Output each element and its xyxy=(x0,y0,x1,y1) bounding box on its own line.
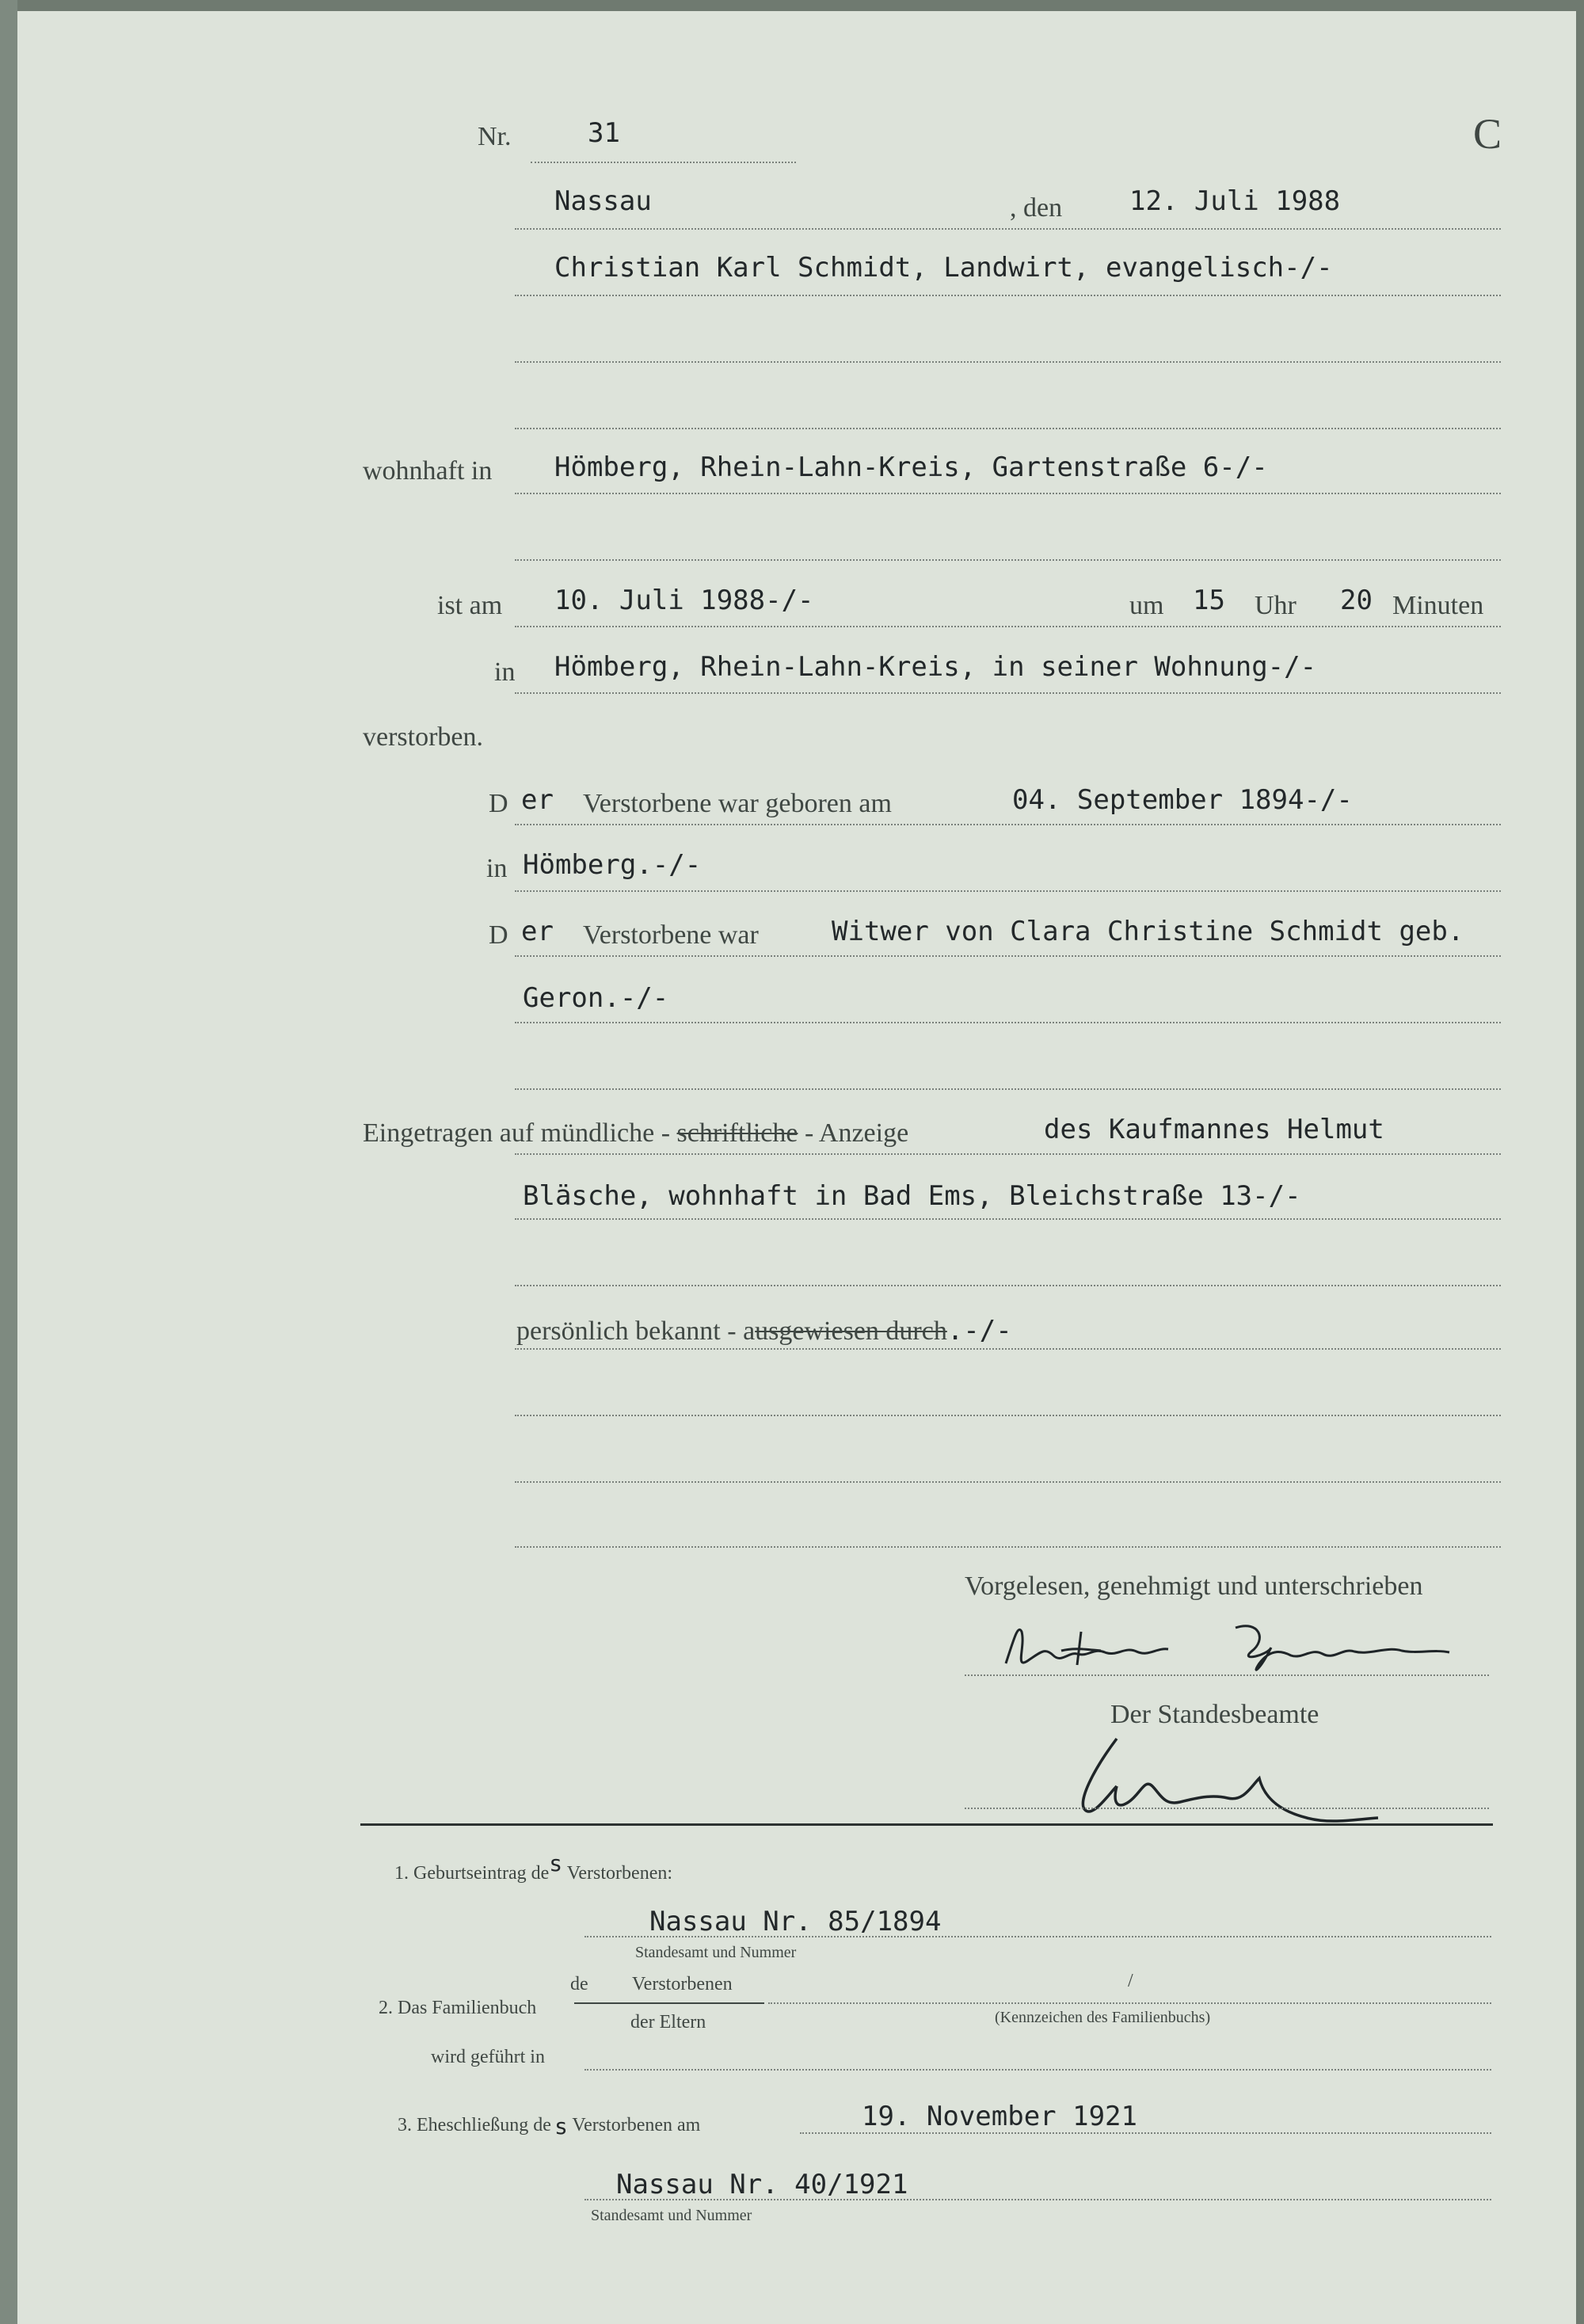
item3-line xyxy=(584,2199,1491,2200)
item2-option-deceased: Verstorbenen xyxy=(632,1974,733,1994)
status-line-2 xyxy=(515,1022,1501,1023)
death-place-line xyxy=(515,692,1501,694)
uhr-label: Uhr xyxy=(1255,591,1297,620)
registrant-rule-1 xyxy=(515,295,1501,296)
status-value-line1: Witwer von Clara Christine Schmidt geb. xyxy=(832,916,1464,947)
item3-date-line xyxy=(800,2132,1491,2134)
death-minute-value: 20 xyxy=(1340,585,1373,616)
reporter-signature xyxy=(998,1616,1473,1679)
registrant-rule-2 xyxy=(515,361,1501,363)
birth-date-value: 04. September 1894-/- xyxy=(1012,784,1353,816)
death-place-label: in xyxy=(494,657,516,687)
death-date-label: ist am xyxy=(437,591,503,620)
identity-prefix: persönlich bekannt - a xyxy=(516,1316,756,1346)
den-label: , den xyxy=(1010,193,1063,223)
birth-gender-suffix: er xyxy=(521,784,554,816)
item1-suffix: Verstorbenen: xyxy=(566,1863,673,1884)
identity-suffix: .-/- xyxy=(946,1315,1012,1347)
nr-label: Nr. xyxy=(478,122,512,151)
item2-wird-label: wird geführt in xyxy=(431,2047,545,2067)
item2-wird-line xyxy=(584,2069,1491,2071)
death-hour-value: 15 xyxy=(1193,585,1225,616)
nr-line xyxy=(531,162,796,163)
item2-slash: / xyxy=(1128,1971,1133,1991)
birth-date-line xyxy=(515,824,1501,825)
birth-label: Verstorbene war geboren am xyxy=(583,789,892,818)
birth-d-label: D xyxy=(489,789,508,818)
status-d-label: D xyxy=(489,920,508,950)
death-date-value: 10. Juli 1988-/- xyxy=(554,585,814,616)
status-line-1 xyxy=(515,955,1501,957)
death-place-value: Hömberg, Rhein-Lahn-Kreis, in seiner Wohnung-/- xyxy=(554,651,1317,683)
registrant-line: Christian Karl Schmidt, Landwirt, evangelisch-/- xyxy=(554,252,1333,284)
reporter-signature-line xyxy=(965,1674,1489,1676)
item2-line xyxy=(768,2002,1491,2004)
birth-place-line xyxy=(515,890,1501,892)
residence-value: Hömberg, Rhein-Lahn-Kreis, Gartenstraße 6-/- xyxy=(554,451,1268,483)
status-gender-suffix: er xyxy=(521,916,554,947)
status-value-line2: Geron.-/- xyxy=(523,982,669,1014)
read-approved-label: Vorgelesen, genehmigt und unterschrieben xyxy=(965,1572,1423,1601)
report-struck-option: schriftliche xyxy=(676,1118,798,1148)
item2-option-parents: der Eltern xyxy=(630,2012,706,2033)
um-label: um xyxy=(1129,591,1164,620)
item1-line xyxy=(584,1936,1491,1937)
registrant-rule-3 xyxy=(515,428,1501,429)
registrar-signature xyxy=(1061,1731,1394,1850)
birth-place-label: in xyxy=(486,854,508,883)
identity-struck-option: usgewiesen durch xyxy=(755,1316,947,1346)
identity-rule-3 xyxy=(515,1481,1501,1483)
registrar-label: Der Standesbeamte xyxy=(1110,1700,1319,1729)
item1-label xyxy=(394,1850,673,1884)
item2-fraction-line xyxy=(574,2002,764,2004)
place-value: Nassau xyxy=(554,185,652,217)
item2-caption: (Kennzeichen des Familienbuchs) xyxy=(995,2009,1211,2026)
report-suffix: - Anzeige xyxy=(804,1118,909,1148)
reporter-line2: Bläsche, wohnhaft in Bad Ems, Bleichstraße 13-/- xyxy=(523,1180,1301,1212)
item3-date: 19. November 1921 xyxy=(862,2101,1137,2132)
identity-rule-4 xyxy=(515,1546,1501,1548)
item3-suffix: Verstorbenen am xyxy=(572,2115,701,2135)
identity-line xyxy=(516,1315,1012,1347)
status-line-3 xyxy=(515,1088,1501,1090)
office-number-caption-2: Standesamt und Nummer xyxy=(591,2207,752,2224)
item1-letter: s xyxy=(549,1850,563,1876)
item3-value: Nassau Nr. 40/1921 xyxy=(616,2169,908,2200)
minuten-label: Minuten xyxy=(1392,591,1484,620)
registrar-signature-line xyxy=(965,1808,1489,1809)
nr-value: 31 xyxy=(588,117,620,149)
item3-letter: s xyxy=(554,2113,568,2139)
office-number-caption: Standesamt und Nummer xyxy=(635,1944,797,1961)
identity-rule-2 xyxy=(515,1415,1501,1416)
residence-label: wohnhaft in xyxy=(363,456,493,486)
item2-label: 2. Das Familienbuch xyxy=(379,1998,537,2018)
reporter-rule-1 xyxy=(515,1153,1501,1155)
reporter-line1: des Kaufmannes Helmut xyxy=(1044,1114,1384,1145)
page-edge xyxy=(0,0,17,2324)
item2-de: de xyxy=(570,1974,588,1994)
verstorben-label: verstorben. xyxy=(363,722,484,752)
series-letter: C xyxy=(1473,110,1502,158)
date-value: 12. Juli 1988 xyxy=(1129,185,1341,217)
birth-place-value: Hömberg.-/- xyxy=(523,849,702,881)
status-label: Verstorbene war xyxy=(583,920,759,950)
report-prefix: Eingetragen auf mündliche - xyxy=(363,1118,671,1148)
date-line xyxy=(515,228,1501,230)
reporter-rule-2 xyxy=(515,1218,1501,1220)
death-date-line xyxy=(515,626,1501,627)
section-divider xyxy=(360,1823,1493,1826)
reporter-rule-3 xyxy=(515,1285,1501,1286)
report-label xyxy=(363,1118,908,1149)
item1-label-text: 1. Geburtseintrag de xyxy=(394,1863,550,1884)
register-sheet xyxy=(17,11,1576,2324)
residence-rule-1 xyxy=(515,493,1501,494)
item3-label xyxy=(398,2110,701,2139)
item1-value: Nassau Nr. 85/1894 xyxy=(649,1906,942,1937)
item3-label-text: 3. Eheschließung de xyxy=(398,2115,551,2135)
identity-rule-1 xyxy=(515,1348,1501,1350)
residence-rule-2 xyxy=(515,559,1501,561)
